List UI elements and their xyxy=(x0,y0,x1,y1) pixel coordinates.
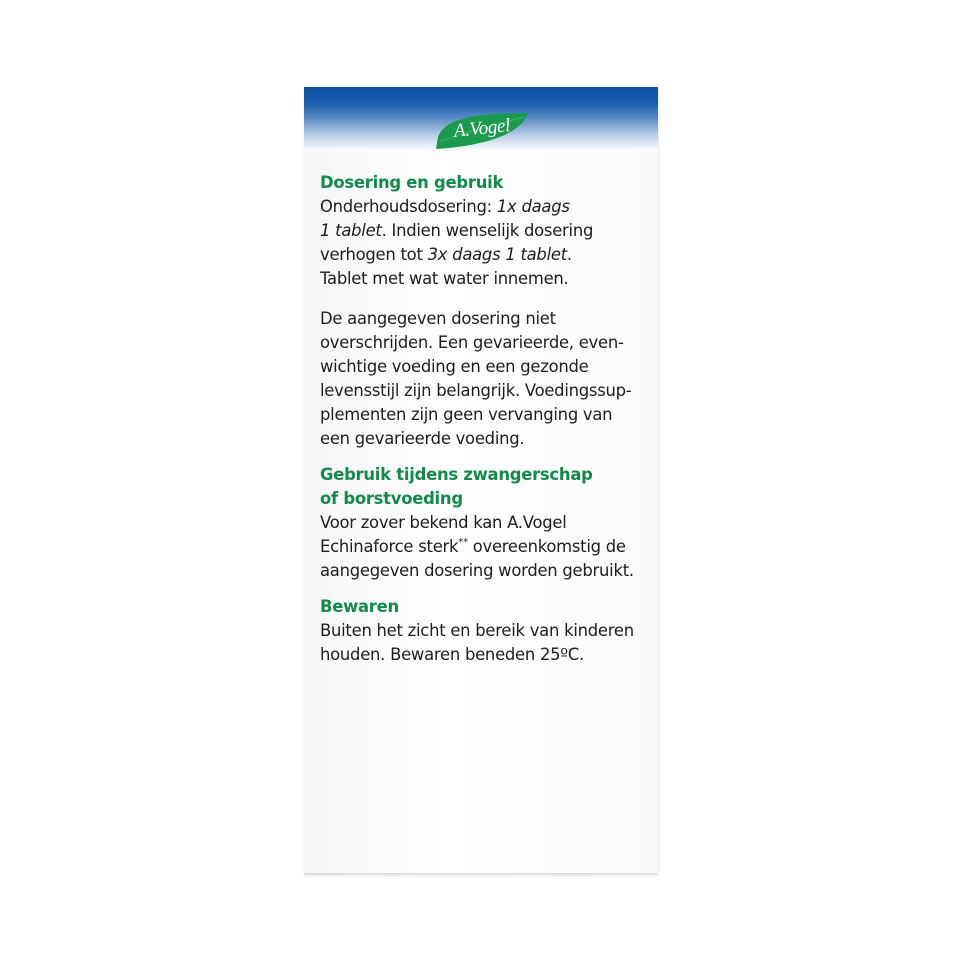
bewaren-paragraph xyxy=(320,619,650,667)
paragraph-line xyxy=(320,535,650,559)
superscript-asterisks: ** xyxy=(458,537,468,548)
text-span: overeenkomstig de xyxy=(467,537,626,556)
dosering-heading: Dosering en gebruik xyxy=(320,173,504,192)
paragraph-line: een gevarieerde voeding. xyxy=(320,429,525,448)
dosering-line-4: Tablet met wat water innemen. xyxy=(320,269,569,288)
text-span: Echinaforce sterk xyxy=(320,537,459,556)
dosering-paragraph-1 xyxy=(320,195,650,291)
italic-span: 1x daags xyxy=(496,197,570,216)
text-span: verhogen tot xyxy=(320,245,428,264)
spacer xyxy=(320,583,650,595)
dosering-paragraph-2 xyxy=(320,307,650,451)
paragraph-line: plementen zijn geen vervanging van xyxy=(320,405,613,424)
italic-span: 3x daags 1 tablet xyxy=(427,245,567,264)
text-span: Onderhoudsdosering: xyxy=(320,197,497,216)
italic-span: 1 tablet xyxy=(320,221,382,240)
paragraph-line: Buiten het zicht en bereik van kinderen xyxy=(320,621,634,640)
dosering-line-1 xyxy=(320,195,650,219)
paragraph-line: wichtige voeding en een gezonde xyxy=(320,357,589,376)
zwangerschap-heading-line-1: Gebruik tijdens zwangerschap xyxy=(320,465,593,484)
dosering-line-2 xyxy=(320,219,650,243)
bewaren-heading: Bewaren xyxy=(320,597,399,616)
package-side-panel xyxy=(304,87,658,873)
spacer xyxy=(320,451,650,463)
paragraph-line: Voor zover bekend kan A.Vogel xyxy=(320,513,567,532)
dosering-line-3 xyxy=(320,243,650,267)
paragraph-line: levensstijl zijn belangrijk. Voedingssup- xyxy=(320,381,632,400)
spacer xyxy=(320,291,650,307)
label-text-content xyxy=(320,171,650,667)
avogel-logo xyxy=(434,111,530,151)
paragraph-line: houden. Bewaren beneden 25ºC. xyxy=(320,645,584,664)
paragraph-line: overschrijden. Een gevarieerde, even- xyxy=(320,333,624,352)
text-span: . Indien wenselijk dosering xyxy=(381,221,594,240)
paragraph-line: De aangegeven dosering niet xyxy=(320,309,556,328)
zwangerschap-paragraph xyxy=(320,511,650,583)
paragraph-line: aangegeven dosering worden gebruikt. xyxy=(320,561,634,580)
logo-text: A.Vogel xyxy=(452,115,512,142)
zwangerschap-heading-line-2: of borstvoeding xyxy=(320,489,463,508)
text-span: . xyxy=(566,245,572,264)
